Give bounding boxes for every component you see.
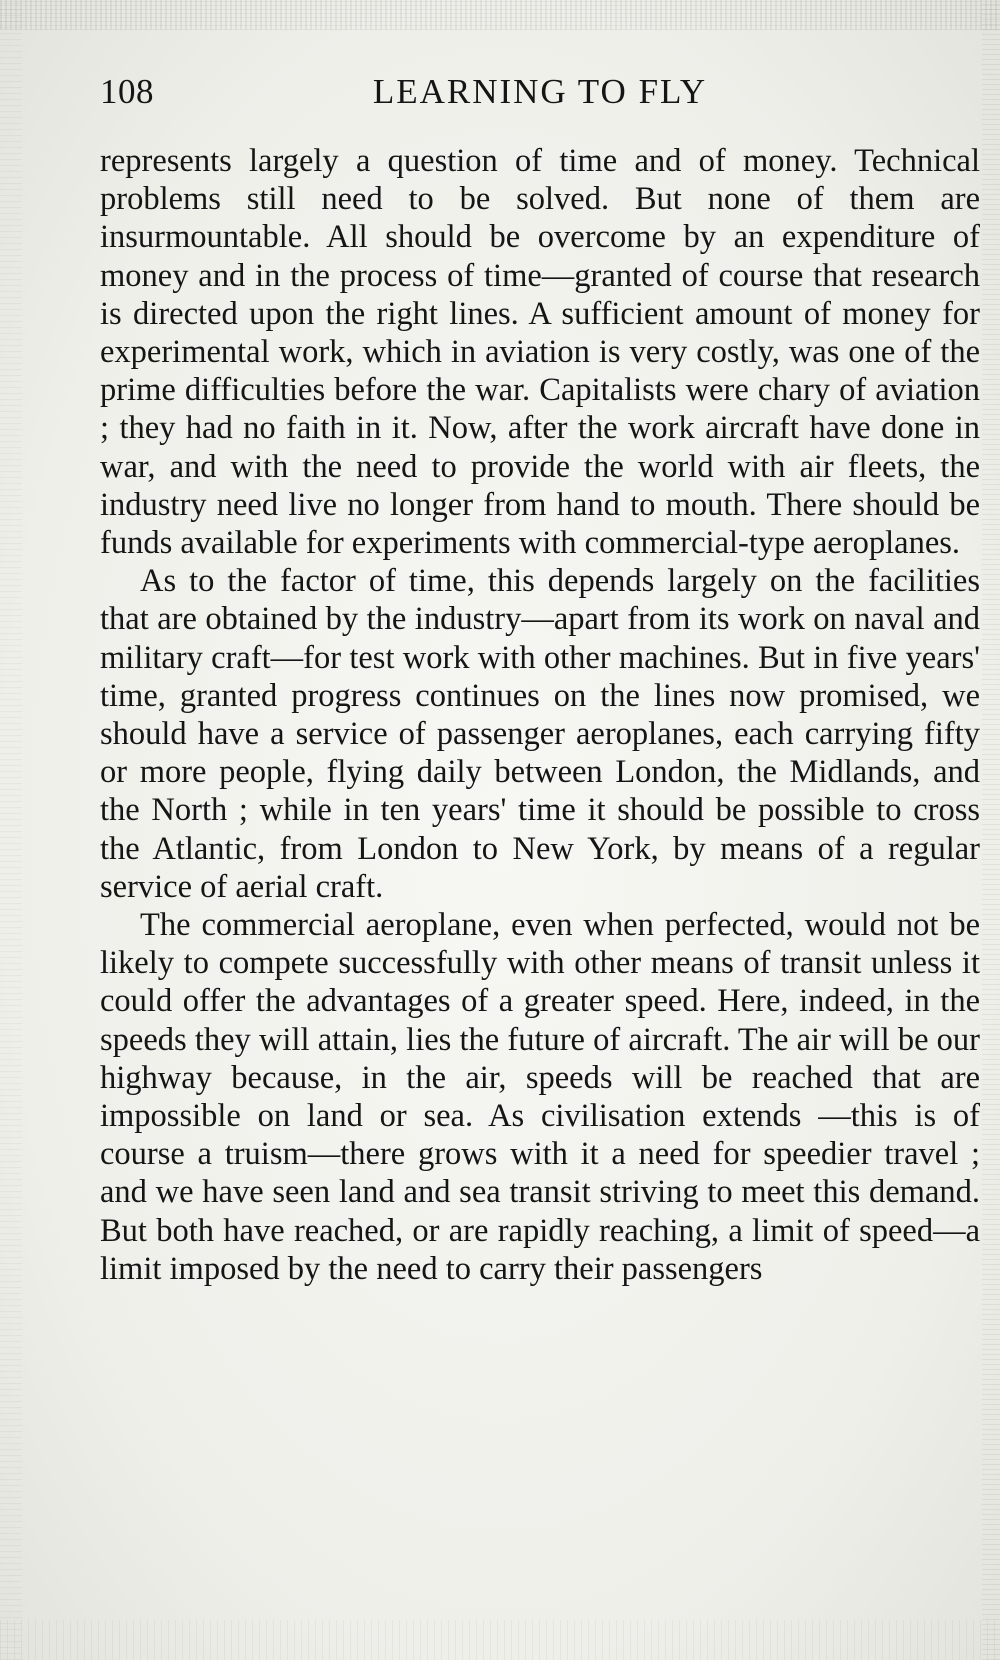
- paper-edge-left: [0, 0, 22, 1660]
- paragraph-3: The commercial aeroplane, even when perfected, would not be likely to compete successfully with other means of transit unless it could offer the advantages of a greater speed. Here, indeed, in the speeds they will attain, lies the future of aircraft. The air will be our highway because, in the air, speeds will be reached that are impossible on land or sea. As civilisation extends —this is of course a truism—there grows with it a need for speedier travel ; and we have seen land and sea transit striving to meet this demand. But both have reached, or are rapidly reaching, a limit of speed—a limit imposed by the need to carry their passengers: [100, 907, 980, 1287]
- paragraph-2: As to the factor of time, this depends largely on the facilities that are obtained by the industry—apart from its work on naval and military craft—for test work with other machines. But in five years' time, granted progress continues on the lines now promised, we should have a service of passenger aeroplanes, each carrying fifty or more people, flying daily between London, the Midlands, and the North ; while in ten years' time it should be possible to cross the Atlantic, from London to New York, by means of a regular service of aerial craft.: [100, 563, 980, 905]
- page-header: [100, 72, 980, 122]
- paper-edge-right: [982, 0, 1000, 1660]
- paragraph-1: represents largely a question of time and of money. Technical problems still need to be solved. But none of them are insurmountable. All should be overcome by an expenditure of money and in the process of time—granted of course that research is directed upon the right lines. A sufficient amount of money for experimental work, which in aviation is very costly, was one of the prime difficulties before the war. Capitalists were chary of aviation ; they had no faith in it. Now, after the work aircraft have done in war, and with the need to provide the world with air fleets, the industry need live no longer from hand to mouth. There should be funds available for experiments with commercial-type aeroplanes.: [100, 143, 980, 562]
- page-number: 108: [100, 72, 154, 111]
- paper-edge-bottom: [0, 1620, 1000, 1660]
- paper-edge-top: [0, 0, 1000, 30]
- body-text: [100, 142, 980, 1288]
- running-title: LEARNING TO FLY: [372, 72, 708, 111]
